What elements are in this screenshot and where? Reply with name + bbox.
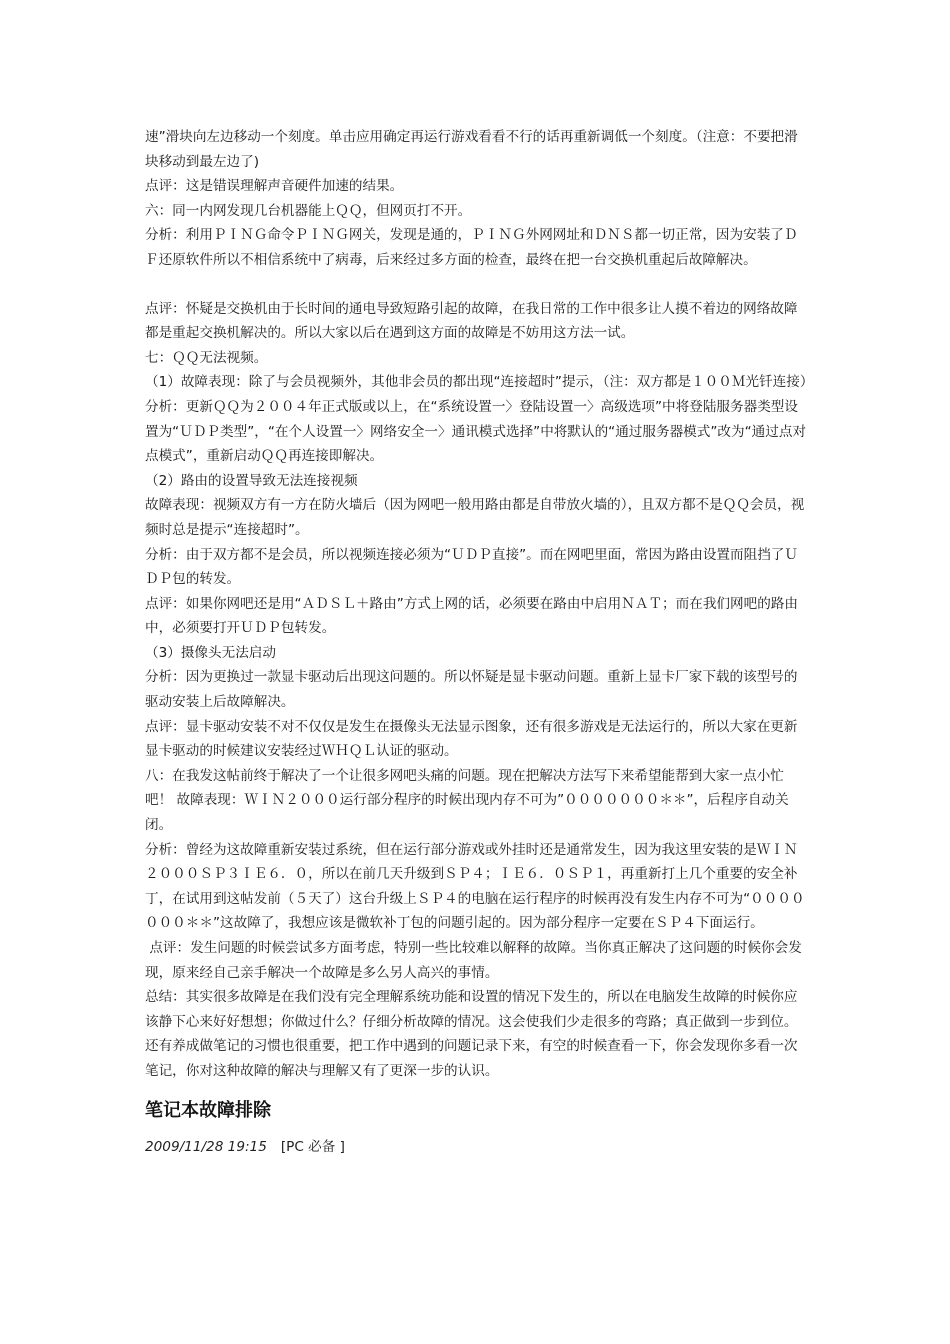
paragraph: 分析：利用ＰＩＮＧ命令ＰＩＮＧ网关，发现是通的，ＰＩＮＧ外网网址和ＤＮＳ都一切正常，因为安装了ＤＦ还原软件所以不相信系统中了病毒，后来经过多方面的检查，最终在把一台交换机重起后故障解决。 [145, 227, 798, 268]
paragraph: 速”滑块向左边移动一个刻度。单击应用确定再运行游戏看看不行的话再重新调低一个刻度。（注意：不要把滑块移动到最左边了) [145, 129, 798, 170]
paragraph: 分析：由于双方都不是会员，所以视频连接必须为“ＵＤＰ直接”。而在网吧里面，常因为路由设置而阻挡了ＵＤＰ包的转发。 [145, 546, 798, 588]
paragraph: 点评：怀疑是交换机由于长时间的通电导致短路引起的故障，在我日常的工作中很多让人摸不着边的网络故障都是重起交换机解决的。所以大家以后在遇到这方面的故障是不妨用这方法一试。 [145, 300, 798, 342]
section-title: 笔记本故障排除 [145, 1099, 271, 1121]
paragraph: 总结：其实很多故障是在我们没有完全理解系统功能和设置的情况下发生的，所以在电脑发生故障的时候你应该静下心来好好想想；你做过什么？仔细分析故障的情况。这会使我们少走很多的弯路；真正做到一步到位。还有养成做笔记的习惯也很重要，把工作中遇到的问题记录下来，有空的时候查看一下，你会发现你多看一次笔记，你对这种故障的解决与理解又有了更深一步的认识。 [145, 989, 798, 1079]
paragraph: 故障表现：视频双方有一方在防火墙后（因为网吧一般用路由都是自带放火墙的），且双方都不是ＱＱ会员，视频时总是提示“连接超时”。 [145, 497, 805, 538]
paragraph: 分析：曾经为这故障重新安装过系统，但在运行部分游戏或外挂时还是通常发生，因为我这里安装的是ＷＩＮ２０００ＳＰ３ＩＥ６．０，所以在前几天升级到ＳＰ４；ＩＥ６．０ＳＰ１，再重新打上几个重要的安全补丁，在试用到这帖发前（５天了）这台升级上ＳＰ４的电脑在运行程序的时候再没有发生内存不可为“０００００００＊＊”这故障了，我想应该是微软补丁包的问题引起的。因为部分程序一定要在ＳＰ４下面运行。 [145, 841, 805, 932]
post-category[interactable]: [PC 必备 ] [280, 1138, 345, 1155]
paragraph: 六：同一内网发现几台机器能上ＱＱ，但网页打不开。 [145, 202, 472, 219]
blank-line [145, 273, 810, 297]
paragraph: 点评：如果你网吧还是用“ＡＤＳＬ＋路由”方式上网的话，必须要在路由中启用ＮＡＴ；而在我们网吧的路由中，必须要打开ＵＤＰ包转发。 [145, 595, 798, 637]
paragraph: （3）摄像头无法启动 [145, 644, 276, 661]
post-meta [145, 1136, 810, 1158]
paragraph: 分析：更新ＱＱ为２００４年正式版或以上，在“系统设置一〉登陆设置一〉高级选项”中将登陆服务器类型设置为“ＵＤＰ类型”，“在个人设置一〉网络安全一〉通讯模式选择”中将默认的“通过服务器模式”改为“通过点对点模式”，重新启动ＱＱ再连接即解决。 [145, 398, 807, 465]
document-page [145, 125, 814, 1158]
paragraph: （2）路由的设置导致无法连接视频 [145, 472, 358, 489]
paragraph: （1）故障表现：除了与会员视频外，其他非会员的都出现“连接超时”提示，（注：双方都是１００Ｍ光钎连接） [145, 374, 814, 391]
paragraph: 点评：显卡驱动安装不对不仅仅是发生在摄像头无法显示图象，还有很多游戏是无法运行的，所以大家在更新显卡驱动的时候建议安装经过ＷＨＱＬ认证的驱动。 [145, 718, 798, 760]
paragraph: 分析：因为更换过一款显卡驱动后出现这问题的。所以怀疑是显卡驱动问题。重新上显卡厂家下载的该型号的驱动安装上后故障解决。 [145, 669, 798, 711]
paragraph: 七：ＱＱ无法视频。 [145, 349, 268, 366]
paragraph: 八：在我发这帖前终于解决了一个让很多网吧头痛的问题。现在把解决方法写下来希望能帮到大家一点小忙吧！ 故障表现：ＷＩＮ２０００运行部分程序的时候出现内存不可为”０００００００＊＊”，后程序自动关闭。 [145, 767, 789, 834]
paragraph: 点评：发生问题的时候尝试多方面考虑，特别一些比较难以解释的故障。当你真正解决了这问题的时候你会发现，原来经自己亲手解决一个故障是多么另人高兴的事情。 [145, 940, 802, 981]
paragraph: 点评：这是错误理解声音硬件加速的结果。 [145, 178, 404, 195]
post-date: 2009/11/28 19:15 [145, 1138, 267, 1155]
